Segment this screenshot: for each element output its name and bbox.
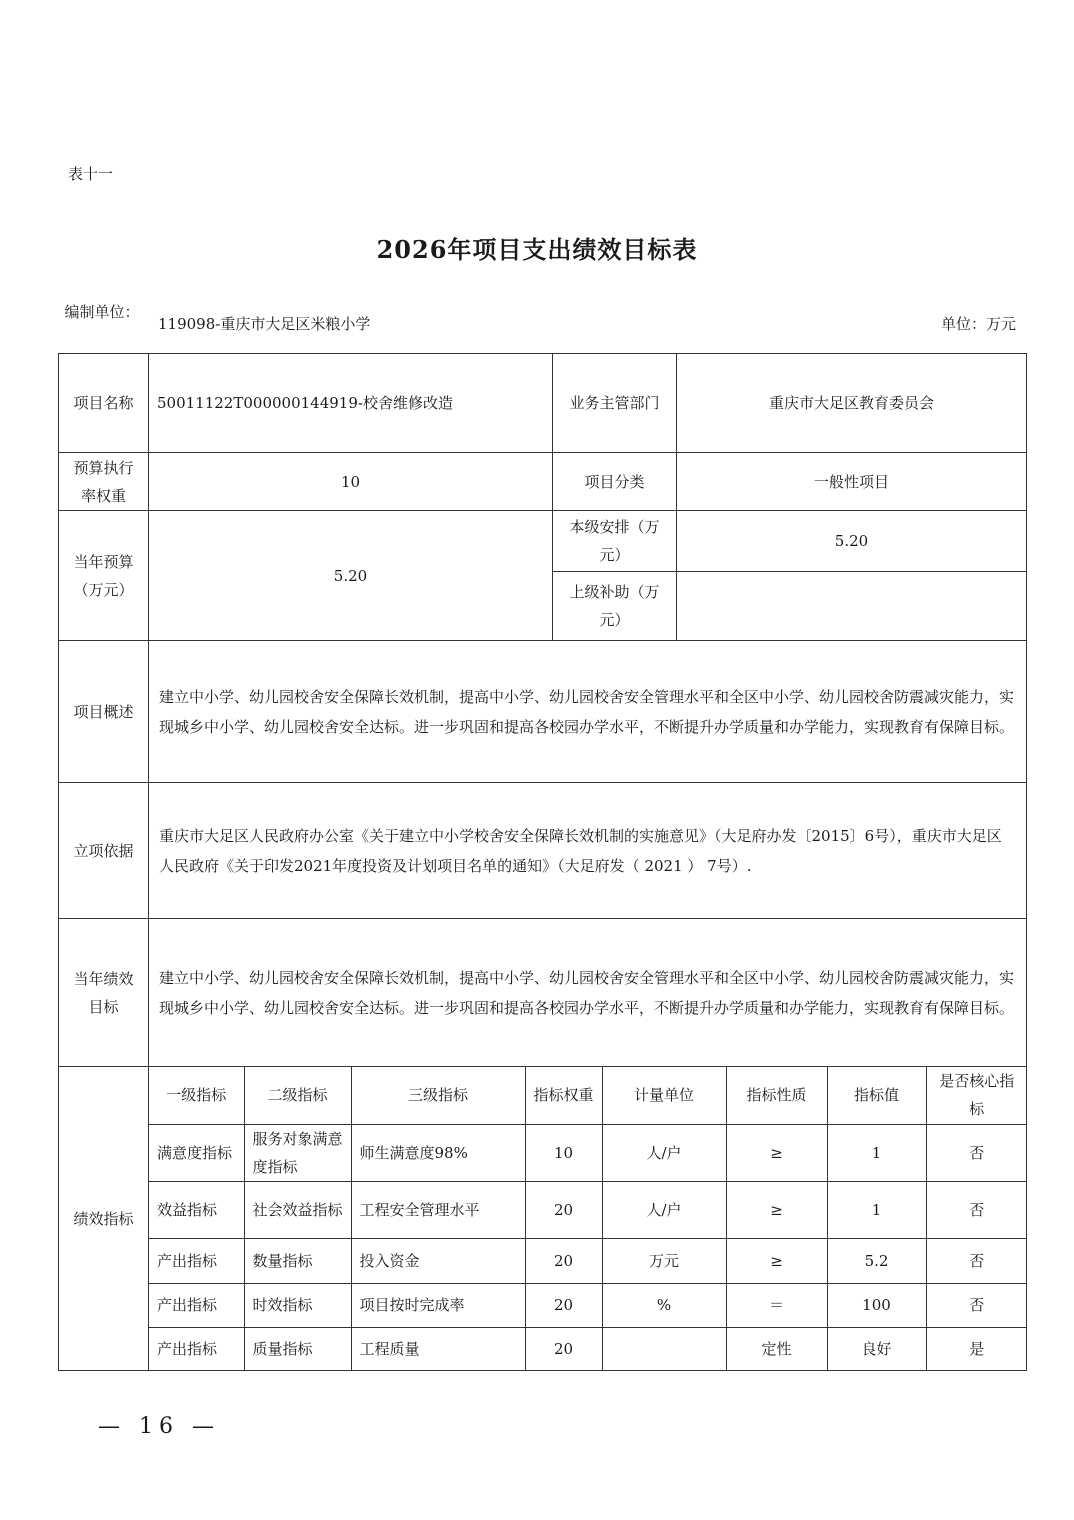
level3-cell: 投入资金: [351, 1238, 525, 1283]
metrics-header: 指标值: [827, 1067, 926, 1124]
org-label: 编制单位：: [64, 303, 140, 321]
upper-label: 上级补助（万元）: [553, 572, 677, 641]
project-name-value: 50011122T000000144919-校舍维修改造: [149, 354, 553, 453]
level1-cell: 产出指标: [149, 1283, 244, 1327]
core-cell: 否: [926, 1238, 1027, 1283]
metrics-header: 指标权重: [525, 1067, 602, 1124]
weight-label: 预算执行率权重: [59, 453, 149, 511]
budget-label: 当年预算（万元）: [59, 511, 149, 641]
level1-cell: 产出指标: [149, 1327, 244, 1370]
value-cell: 5.2: [827, 1238, 926, 1283]
level2-cell: 社会效益指标: [244, 1181, 351, 1238]
metrics-container: [149, 1067, 1027, 1371]
core-cell: 否: [926, 1181, 1027, 1238]
level3-cell: 工程安全管理水平: [351, 1181, 525, 1238]
goal-label: 当年绩效目标: [59, 919, 149, 1067]
level2-cell: 数量指标: [244, 1238, 351, 1283]
metrics-header: 是否核心指标: [926, 1067, 1027, 1124]
unit-cell: 人/户: [602, 1124, 726, 1181]
basis-label: 立项依据: [59, 783, 149, 919]
local-value: 5.20: [677, 511, 1027, 572]
weight-cell: 20: [525, 1283, 602, 1327]
nature-cell: ≥: [726, 1124, 827, 1181]
nature-cell: ≥: [726, 1181, 827, 1238]
category-label: 项目分类: [553, 453, 677, 511]
value-cell: 1: [827, 1124, 926, 1181]
performance-target-table: [58, 353, 1027, 1371]
metrics-row: [149, 1124, 1027, 1181]
level1-cell: 满意度指标: [149, 1124, 244, 1181]
metrics-header: 计量单位: [602, 1067, 726, 1124]
budget-value: 5.20: [149, 511, 553, 641]
weight-cell: 10: [525, 1124, 602, 1181]
level3-cell: 项目按时完成率: [351, 1283, 525, 1327]
level1-cell: 效益指标: [149, 1181, 244, 1238]
metrics-row: [149, 1238, 1027, 1283]
upper-value: [677, 572, 1027, 641]
level2-cell: 时效指标: [244, 1283, 351, 1327]
unit-label: 单位：万元: [940, 315, 1016, 333]
dept-value: 重庆市大足区教育委员会: [677, 354, 1027, 453]
metrics-table: [149, 1067, 1027, 1370]
metrics-header: 三级指标: [351, 1067, 525, 1124]
weight-cell: 20: [525, 1327, 602, 1370]
level1-cell: 产出指标: [149, 1238, 244, 1283]
core-cell: 否: [926, 1124, 1027, 1181]
overview-label: 项目概述: [59, 641, 149, 783]
goal-text: 建立中小学、幼儿园校舍安全保障长效机制，提高中小学、幼儿园校舍安全管理水平和全区中小学、幼儿园校舍防震减灾能力，实现城乡中小学、幼儿园校舍安全达标。进一步巩固和提高各校园办学水平，不断提升办学质量和办学能力，实现教育有保障目标。: [149, 919, 1027, 1067]
local-label: 本级安排（万元）: [553, 511, 677, 572]
value-cell: 1: [827, 1181, 926, 1238]
metrics-label: 绩效指标: [59, 1067, 149, 1371]
core-cell: 否: [926, 1283, 1027, 1327]
value-cell: 100: [827, 1283, 926, 1327]
org-value: 119098-重庆市大足区米粮小学: [158, 315, 371, 333]
overview-text: 建立中小学、幼儿园校舍安全保障长效机制，提高中小学、幼儿园校舍安全管理水平和全区中小学、幼儿园校舍防震减灾能力，实现城乡中小学、幼儿园校舍安全达标。进一步巩固和提高各校园办学水平，不断提升办学质量和办学能力，实现教育有保障目标。: [149, 641, 1027, 783]
unit-cell: 人/户: [602, 1181, 726, 1238]
metrics-header: 指标性质: [726, 1067, 827, 1124]
level2-cell: 服务对象满意度指标: [244, 1124, 351, 1181]
dept-label: 业务主管部门: [553, 354, 677, 453]
metrics-row: [149, 1283, 1027, 1327]
core-cell: 是: [926, 1327, 1027, 1370]
level3-cell: 师生满意度98%: [351, 1124, 525, 1181]
nature-cell: ＝: [726, 1283, 827, 1327]
weight-cell: 20: [525, 1238, 602, 1283]
metrics-row: [149, 1181, 1027, 1238]
page-number: — 16 —: [98, 1414, 220, 1439]
nature-cell: 定性: [726, 1327, 827, 1370]
category-value: 一般性项目: [677, 453, 1027, 511]
level3-cell: 工程质量: [351, 1327, 525, 1370]
metrics-row: [149, 1327, 1027, 1370]
basis-text: 重庆市大足区人民政府办公室《关于建立中小学校舍安全保障长效机制的实施意见》（大足府办发〔2015〕6号），重庆市大足区人民政府《关于印发2021年度投资及计划项目名单的通知》（大足府发（ 2021 ） 7号）.: [149, 783, 1027, 919]
project-name-label: 项目名称: [59, 354, 149, 453]
unit-cell: 万元: [602, 1238, 726, 1283]
unit-cell: [602, 1327, 726, 1370]
unit-cell: %: [602, 1283, 726, 1327]
table-number-label: 表十一: [68, 165, 114, 183]
weight-cell: 20: [525, 1181, 602, 1238]
metrics-header: 二级指标: [244, 1067, 351, 1124]
weight-value: 10: [149, 453, 553, 511]
nature-cell: ≥: [726, 1238, 827, 1283]
document-title: 2026年项目支出绩效目标表: [376, 235, 698, 264]
value-cell: 良好: [827, 1327, 926, 1370]
metrics-header: 一级指标: [149, 1067, 244, 1124]
level2-cell: 质量指标: [244, 1327, 351, 1370]
